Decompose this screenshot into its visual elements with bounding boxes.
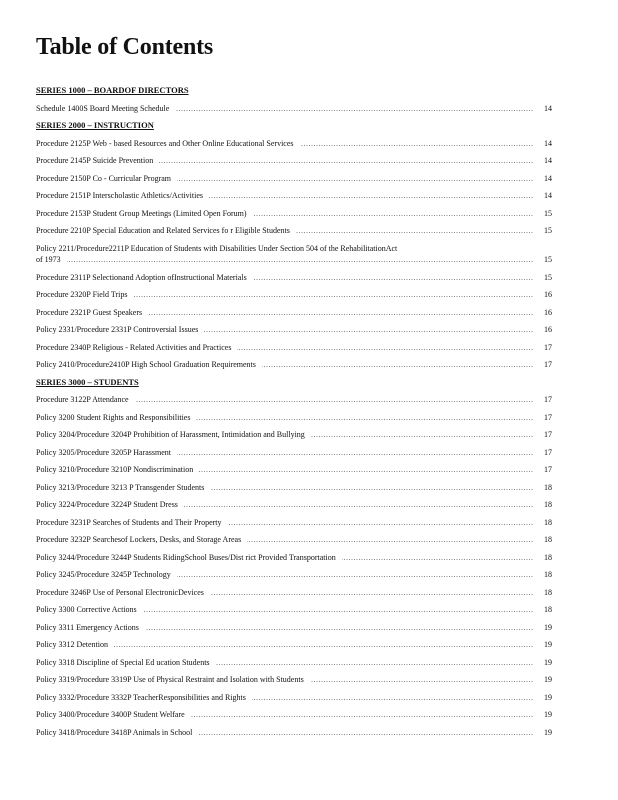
toc-page-number: 14 <box>540 135 552 153</box>
toc-entry-title: Policy 3224/Procedure 3224P Student Dress <box>36 500 184 509</box>
toc-page-number: 15 <box>540 251 552 269</box>
toc-page-number: 14 <box>540 152 552 170</box>
toc-entry-title: Policy 3205/Procedure 3205P Harassment <box>36 448 177 457</box>
toc-entry[interactable] <box>36 724 552 742</box>
toc-entry[interactable] <box>36 479 552 497</box>
toc-page-number: 18 <box>540 549 552 567</box>
toc-entry[interactable] <box>36 391 552 409</box>
toc-entry-title: Procedure 2321P Guest Speakers <box>36 308 148 317</box>
toc-entry-title: Policy 3300 Corrective Actions <box>36 605 143 614</box>
toc-page-number: 17 <box>540 356 552 374</box>
toc-entry[interactable] <box>36 584 552 602</box>
toc-entry-title: Policy 3319/Procedure 3319P Use of Physical Restraint and Isolation with Students <box>36 675 310 684</box>
toc-page-number: 17 <box>540 409 552 427</box>
toc-series-heading <box>36 117 552 135</box>
toc-page-number: 18 <box>540 566 552 584</box>
toc-page-number: 18 <box>540 514 552 532</box>
toc-page-number: 18 <box>540 496 552 514</box>
toc-entry-title: Procedure 3246P Use of Personal ElectronicDevices <box>36 588 210 597</box>
toc-entry-title: Procedure 2145P Suicide Prevention <box>36 156 159 165</box>
toc-entry-title: Procedure 2210P Special Education and Related Services fo r Eligible Students <box>36 226 296 235</box>
toc-entry[interactable] <box>36 514 552 532</box>
toc-entry[interactable] <box>36 356 552 374</box>
toc-page-number: 18 <box>540 531 552 549</box>
toc-series-heading <box>36 82 552 100</box>
toc-entry-title: Policy 2211/Procedure2211P Education of Students with Disabilities Under Section 504 of the RehabilitationAct <box>36 240 403 257</box>
toc-entry-title: Policy 2410/Procedure2410P High School Graduation Requirements <box>36 360 262 369</box>
toc-page-number: 14 <box>540 187 552 205</box>
toc-page-number: 14 <box>540 170 552 188</box>
toc-page-number: 19 <box>540 619 552 637</box>
toc-entry[interactable] <box>36 286 552 304</box>
toc-entry[interactable] <box>36 636 552 654</box>
series-heading-text: SERIES 1000 – BOARDOF DIRECTORS <box>36 85 189 95</box>
toc-page-number: 16 <box>540 321 552 339</box>
toc-entry[interactable] <box>36 205 552 223</box>
toc-page-number: 15 <box>540 269 552 287</box>
toc-page-number: 16 <box>540 304 552 322</box>
toc-entry-title: Policy 3311 Emergency Actions <box>36 623 145 632</box>
toc-entry[interactable] <box>36 152 552 170</box>
toc-entry-title: Procedure 3122P Attendance <box>36 395 135 404</box>
toc-entry[interactable] <box>36 269 552 287</box>
toc-entry[interactable] <box>36 689 552 707</box>
toc-entry-title: Policy 2331/Procedure 2331P Controversial Issues <box>36 325 204 334</box>
toc-entry-title: Policy 3245/Procedure 3245P Technology <box>36 570 177 579</box>
toc-page-number: 19 <box>540 706 552 724</box>
toc-entry-title: Procedure 2150P Co - Curricular Program <box>36 174 177 183</box>
toc-entry[interactable] <box>36 566 552 584</box>
toc-page-number: 19 <box>540 689 552 707</box>
page-title: Table of Contents <box>36 34 214 60</box>
toc-entry-title: Procedure 2320P Field Trips <box>36 290 134 299</box>
toc-entry[interactable] <box>36 170 552 188</box>
toc-entry-title: Policy 3332/Procedure 3332P TeacherResponsibilities and Rights <box>36 693 252 702</box>
series-heading-text: SERIES 2000 – INSTRUCTION <box>36 120 154 130</box>
toc-page-number: 17 <box>540 391 552 409</box>
toc-entry[interactable] <box>36 619 552 637</box>
toc-page-number: 16 <box>540 286 552 304</box>
toc-entry[interactable] <box>36 426 552 444</box>
toc-entry[interactable] <box>36 321 552 339</box>
toc-page-number: 17 <box>540 339 552 357</box>
toc-entry-title: Policy 3210/Procedure 3210P Nondiscrimination <box>36 465 199 474</box>
toc-page-number: 18 <box>540 479 552 497</box>
toc-entry[interactable] <box>36 671 552 689</box>
toc-entry-title: Policy 3318 Discipline of Special Ed ucation Students <box>36 658 216 667</box>
toc-entry-title-cont: of 1973 <box>36 255 67 264</box>
toc-entry-title: Policy 3312 Detention <box>36 640 114 649</box>
toc-page-number: 19 <box>540 724 552 742</box>
toc-page-number: 17 <box>540 426 552 444</box>
toc-page-number: 15 <box>540 205 552 223</box>
toc-page-number: 18 <box>540 584 552 602</box>
toc-entry[interactable] <box>36 100 552 118</box>
toc-entry[interactable] <box>36 135 552 153</box>
toc-page-number: 15 <box>540 222 552 240</box>
series-heading-text: SERIES 3000 – STUDENTS <box>36 376 139 387</box>
toc-page-number: 17 <box>540 444 552 462</box>
toc-entry[interactable] <box>36 409 552 427</box>
toc-entry[interactable] <box>36 444 552 462</box>
toc-entry[interactable] <box>36 461 552 479</box>
toc-entry[interactable] <box>36 531 552 549</box>
toc-page-number: 19 <box>540 636 552 654</box>
toc-entry-title: Policy 3213/Procedure 3213 P Transgender Students <box>36 483 210 492</box>
toc-page-number: 18 <box>540 601 552 619</box>
toc-entry[interactable] <box>36 222 552 240</box>
toc-page-number: 19 <box>540 671 552 689</box>
toc-entry-title: Procedure 2311P Selectionand Adoption ofInstructional Materials <box>36 273 253 282</box>
toc-entry[interactable] <box>36 187 552 205</box>
toc-entry-title: Policy 3418/Procedure 3418P Animals in School <box>36 728 198 737</box>
toc-entry-title: Procedure 2153P Student Group Meetings (Limited Open Forum) <box>36 209 253 218</box>
toc-entry-title: Procedure 3231P Searches of Students and Their Property <box>36 518 228 527</box>
toc-page-number: 19 <box>540 654 552 672</box>
toc-entry[interactable] <box>36 240 552 269</box>
toc-entry-title: Policy 3244/Procedure 3244P Students RidingSchool Buses/Dist rict Provided Transportation <box>36 553 342 562</box>
toc-entry[interactable] <box>36 304 552 322</box>
toc-entry-title: Schedule 1400S Board Meeting Schedule <box>36 104 175 113</box>
toc-entry-title: Policy 3204/Procedure 3204P Prohibition of Harassment, Intimidation and Bullying <box>36 430 311 439</box>
toc-entry[interactable] <box>36 601 552 619</box>
toc-entry[interactable] <box>36 549 552 567</box>
toc-entry[interactable] <box>36 706 552 724</box>
toc-entry-title: Procedure 2151P Interscholastic Athletics/Activities <box>36 191 209 200</box>
toc-series-heading <box>36 374 552 392</box>
toc-entry-title: Policy 3200 Student Rights and Responsibilities <box>36 413 196 422</box>
toc-entry[interactable] <box>36 339 552 357</box>
toc-page-number: 17 <box>540 461 552 479</box>
toc-entry-title: Policy 3400/Procedure 3400P Student Welfare <box>36 710 191 719</box>
toc-list <box>36 82 552 741</box>
toc-page-number: 14 <box>540 100 552 118</box>
toc-entry[interactable] <box>36 496 552 514</box>
toc-entry-title: Procedure 2340P Religious - Related Activities and Practices <box>36 343 237 352</box>
toc-entry-title: Procedure 3232P Searchesof Lockers, Desks, and Storage Areas <box>36 535 247 544</box>
toc-entry-title: Procedure 2125P Web - based Resources and Other Online Educational Services <box>36 139 300 148</box>
toc-entry[interactable] <box>36 654 552 672</box>
